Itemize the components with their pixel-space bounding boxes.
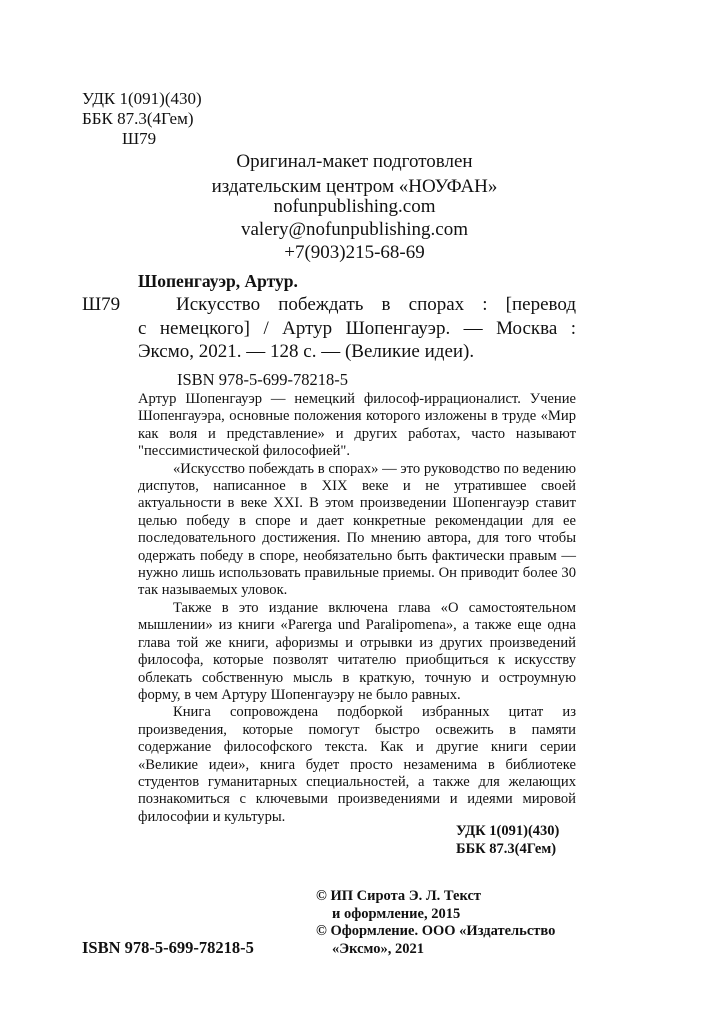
copyright-1-line-1: © ИП Сирота Э. Л. Текст (316, 888, 482, 904)
copyright-2-line-2: «Эксмо», 2021 (332, 941, 424, 957)
author-mark: Ш79 (122, 129, 157, 148)
bbk-code: ББК 87.3(4Гем) (82, 109, 194, 128)
publisher-line-2: издательским центром «НОУФАН» (211, 176, 498, 197)
bib-isbn: ISBN 978-5-699-78218-5 (177, 370, 348, 389)
publisher-line-1: Оригинал-макет подготовлен (236, 151, 473, 172)
bib-author: Шопенгауэр, Артур. (138, 271, 298, 291)
annotation (138, 391, 576, 826)
bib-mark: Ш79 (82, 294, 121, 315)
footer-isbn: ISBN 978-5-699-78218-5 (82, 938, 254, 957)
copyright-2-line-1: © Оформление. ООО «Издательство (316, 923, 556, 939)
annotation-paragraph: «Искусство побеждать в спорах» — это руководство по ведению диспутов, написанное в XIX веке и не утратившее своей актуальности в веке XXI. В этом произведении Шопенгауэр ставит целью победу в споре и дает конкретные рекомендации для ее последовательного достижения. По мнению автора, для того чтобы одержать победу в споре, необязательно быть фактически правым — нужно лишь использовать правильные приемы. Он приводит более 30 так называемых уловок. (138, 460, 576, 599)
annotation-paragraph: Книга сопровождена подборкой избранных цитат из произведения, которые помогут быстро освежить в памяти содержание философского текста. Как и другие книги серии «Великие идеи», книга будет просто незаменима в библиотеке студентов гуманитарных специальностей, а также для желающих познакомиться с ключевыми произведениями и идеями мировой философии и культуры. (138, 704, 576, 825)
bottom-bbk: ББК 87.3(4Гем) (456, 841, 557, 857)
publisher-website: nofunpublishing.com (273, 196, 436, 217)
annotation-paragraph: Также в это издание включена глава «О самостоятельном мышлении» из книги «Parerga und Paralipomena», а также еще одна глава той же книги, афоризмы и отрывки из других произведений философа, которые позволят читателю приобщиться к искусству облекать собственную мысль в краткую, точную и остроумную форму, в чем Артуру Шопенгауэру не было равных. (138, 599, 576, 703)
copyright-1-line-2: и оформление, 2015 (332, 906, 461, 922)
publisher-phone: +7(903)215-68-69 (284, 242, 425, 263)
publisher-email: valery@nofunpublishing.com (241, 219, 468, 240)
udk-code: УДК 1(091)(430) (82, 89, 202, 108)
annotation-paragraph: Артур Шопенгауэр — немецкий философ-иррационалист. Учение Шопенгауэра, основные положения которого изложены в труде «Мир как воля и представление» и других работах, часто называют "пессимистической философией". (138, 391, 576, 460)
bottom-udk: УДК 1(091)(430) (456, 823, 560, 839)
bib-title-line-2: с немецкого] / Артур Шопенгауэр. — Москва : (138, 318, 576, 339)
bib-title-line-3: Эксмо, 2021. — 128 с. — (Великие идеи). (138, 341, 475, 362)
bib-title-line-1: Искусство побеждать в спорах : [перевод (176, 294, 576, 315)
